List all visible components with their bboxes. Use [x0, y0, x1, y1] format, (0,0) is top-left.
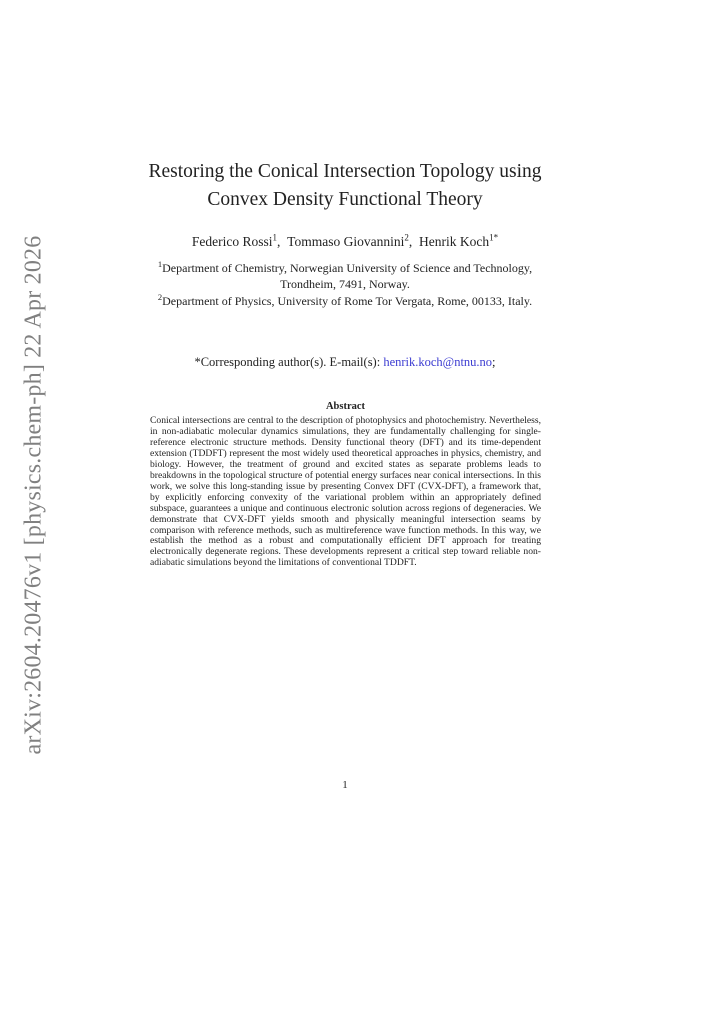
- paper-title: [100, 158, 590, 214]
- title-line-1: Restoring the Conical Intersection Topology using: [148, 161, 542, 182]
- corresponding-author: [100, 355, 590, 370]
- arxiv-identifier-stamp: arXiv:2604.20476v1 [physics.chem-ph] 22 Apr 2026: [20, 235, 47, 755]
- title-line-2: Convex Density Functional Theory: [207, 189, 483, 210]
- affiliation-text: Department of Chemistry, Norwegian University of Science and Technology, Trondheim, 7491, Norway.: [162, 261, 533, 291]
- corresponding-prefix: *Corresponding author(s). E-mail(s):: [194, 355, 384, 369]
- affiliation-mark: 1: [157, 259, 163, 269]
- affiliation-mark: 2: [157, 292, 163, 302]
- author-name: Henrik Koch: [418, 234, 490, 249]
- author-name: Federico Rossi: [191, 234, 273, 249]
- abstract-body: Conical intersections are central to the description of photophysics and photochemistry. Nevertheless, in non-adiabatic molecular dynamics simulations, they are fundamentally challenging for single-reference electronic structure methods. Density functional theory (DFT) and its time-dependent extension (TDDFT) represent the most widely used theoretical approaches in physics, chemistry, and biology. However, the treatment of ground and excited states as separate problems leads to breakdowns in the topological structure of potential energy surfaces near conical intersections. In this work, we solve this long-standing issue by presenting Convex DFT (CVX-DFT), a framework that, by explicitly enforcing convexity of the variational problem within an appropriately defined subspace, guarantees a unique and continuous electronic solution across regions of degeneracies. We demonstrate that CVX-DFT yields smooth and physically meaningful intersection seams by comparison with reference methods, such as multireference wave function methods. In this way, we establish the method as a robust and computationally efficient DFT approach for treating electronically degenerate regions. These developments represent a critical step toward reliable non-adiabatic simulations beyond the limitations of conventional TDDFT.: [150, 415, 541, 569]
- author-affiliation-mark: 1: [272, 232, 278, 243]
- affiliation-1: [130, 260, 560, 292]
- author-affiliation-mark: 2: [404, 232, 409, 243]
- author-name: Tommaso Giovannini: [287, 234, 405, 249]
- email-link[interactable]: henrik.koch@ntnu.no: [383, 355, 493, 369]
- abstract-heading: Abstract: [325, 401, 366, 412]
- affiliation-2: [130, 293, 560, 309]
- corresponding-suffix: ;: [492, 355, 496, 369]
- author-affiliation-mark: 1*: [489, 232, 499, 243]
- author-list: Federico Rossi$^1$, Tommaso Giovannini$^2$, Henrik Koch$^{1*}$: [191, 232, 499, 249]
- page-number: 1: [342, 779, 348, 791]
- affiliation-text: Department of Physics, University of Rome Tor Vergata, Rome, 00133, Italy.: [162, 294, 533, 308]
